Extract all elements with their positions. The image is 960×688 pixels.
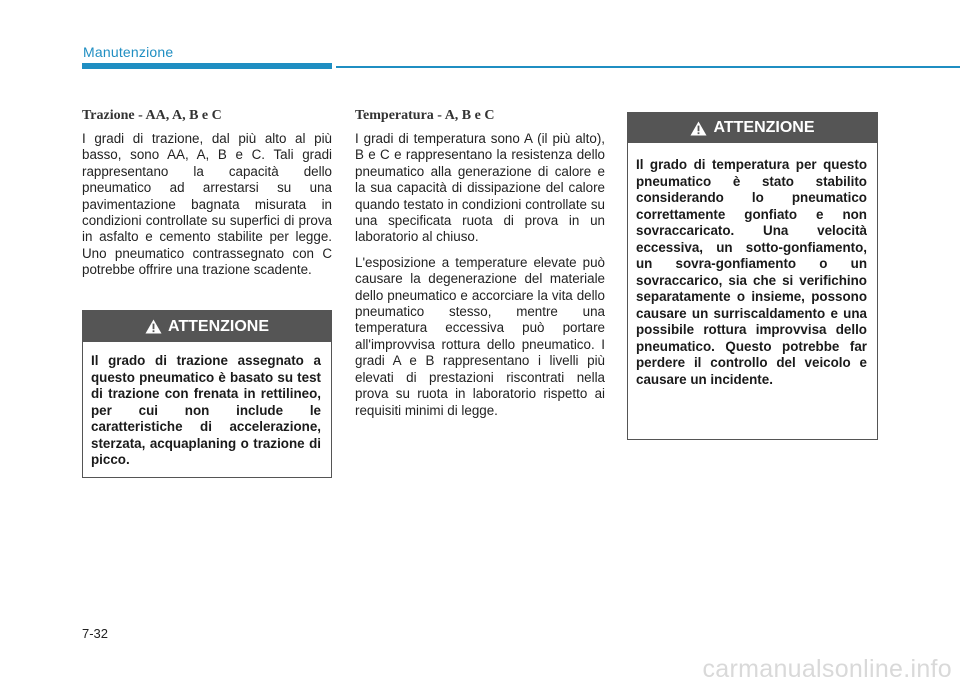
header-rule-thick — [82, 63, 332, 69]
header-rule-thin — [336, 66, 960, 68]
temperature-paragraph-2: L'esposizione a temperature elevate può causare la degenerazione del materiale dello pneumatico e accorciare la vita dello pneumatico stesso, mentre una temperatura eccessiva può portare all'improvvisa rottura dello pneumatico. I gradi A e B rappresentano i livelli più elevati di prestazioni riscontrati nella prova su ruota in laboratorio rispetto ai requisiti minimi di legge. — [355, 254, 605, 418]
traction-heading: Trazione - AA, A, B e C — [82, 108, 222, 123]
warning-triangle-icon — [690, 121, 707, 136]
section-title: Manutenzione — [83, 44, 174, 60]
temperature-heading: Temperatura - A, B e C — [355, 108, 495, 123]
temperature-warning-text: Il grado di temperatura per questo pneumatico è stato stabilito considerando lo pneumatico correttamente gonfiato e non sovraccaricato. Una velocità eccessiva, un sotto-gonfiamento, un sovra-gonfiamento o un sovraccarico, sia che si verifichino separatamente o insieme, possono causare un surriscaldamento e una possibile rottura improvvisa dello pneumatico. Questo potrebbe far perdere il controllo del veicolo e causare un incidente. — [636, 157, 867, 387]
warning-triangle-icon — [145, 319, 162, 334]
temperature-warning-box — [627, 112, 878, 440]
traction-warning-box — [82, 310, 332, 478]
page-number: 7-32 — [82, 626, 109, 641]
temperature-warning-header — [628, 113, 877, 143]
traction-warning-header — [83, 311, 331, 342]
traction-paragraph: I gradi di trazione, dal più alto al più basso, sono AA, A, B e C. Tali gradi rappresentano la capacità dello pneumatico ad arrestarsi su una pavimentazione bagnata misurata in condizioni controllate su superfici di prova in asfalto e cemento stabilite per legge. Uno pneumatico contrassegnato con C potrebbe offrire una trazione scadente. — [82, 131, 332, 278]
watermark: carmanualsonline.info — [702, 655, 952, 683]
temperature-paragraph-1: I gradi di temperatura sono A (il più alto), B e C e rappresentano la resistenza dello pneumatico alla generazione di calore e la sua capacità di dissipazione del calore quando testato in condizioni controllate su una specificata ruota di prova in un laboratorio al chiuso. — [355, 131, 605, 245]
temperature-column — [355, 108, 605, 428]
traction-warning-text: Il grado di trazione assegnato a questo pneumatico è basato su test di trazione con frenata in rettilineo, per cui non include le caratteristiche di accelerazione, sterzata, acquaplaning o trazione di picco. — [91, 353, 321, 467]
traction-warning-title: ATTENZIONE — [167, 317, 270, 335]
temperature-warning-title: ATTENZIONE — [713, 119, 815, 136]
traction-column — [82, 108, 332, 288]
